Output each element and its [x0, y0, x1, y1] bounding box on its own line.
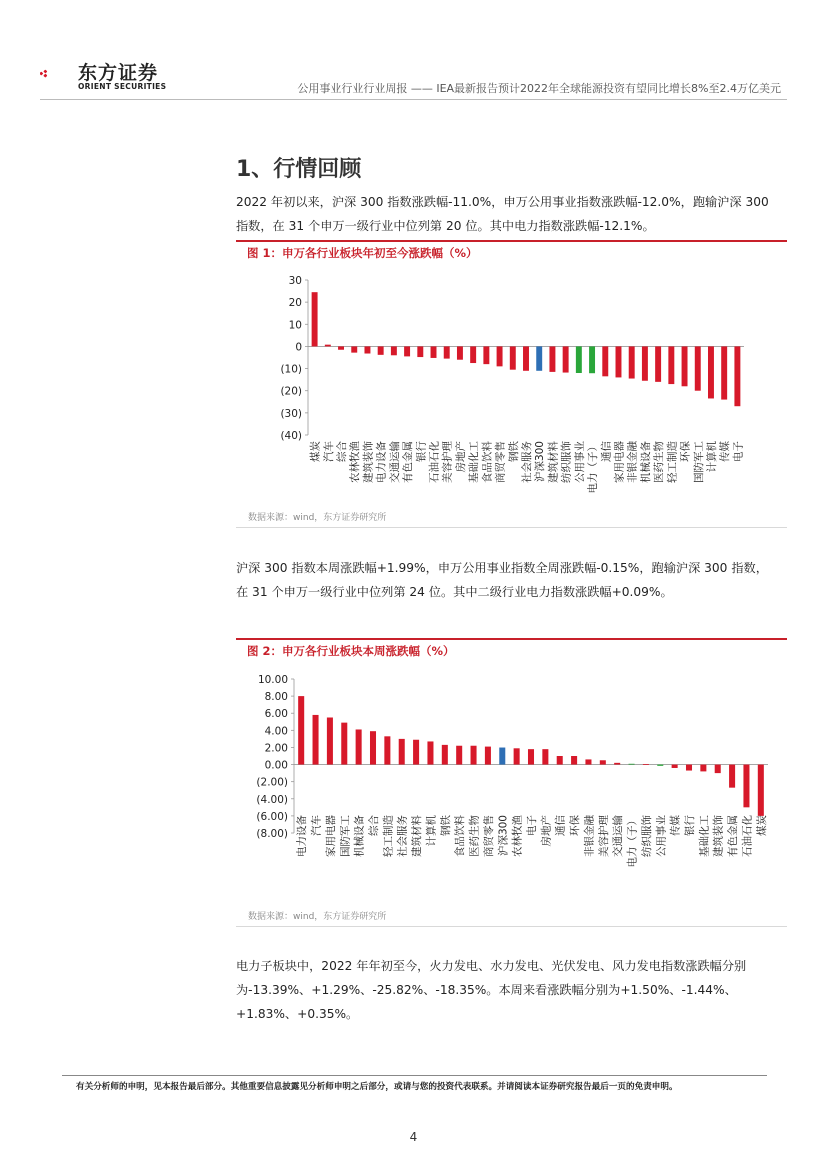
- figure2-bar-chart: [236, 666, 787, 906]
- section-title: 1、行情回顾: [236, 157, 362, 182]
- bar-环保: [571, 756, 577, 765]
- footer-disclaimer: 有关分析师的申明，见本报告最后部分。其他重要信息披露见分析师申明之后部分，或请与您的投资代表联系。并请阅读本证券研究报告最后一页的免责申明。: [76, 1082, 678, 1092]
- category-label: 电力（子）: [587, 441, 600, 494]
- category-label: 家用电器: [613, 441, 626, 483]
- category-label: 国防军工: [692, 441, 705, 483]
- bar-非银金融: [585, 759, 591, 764]
- bar-综合: [338, 346, 344, 349]
- y-tick-label: (2.00): [256, 776, 288, 789]
- category-label: 银行: [415, 441, 428, 462]
- category-label: 汽车: [310, 815, 323, 836]
- category-label: 银行: [684, 815, 696, 836]
- category-label: 建筑装饰: [362, 441, 375, 483]
- category-label: 交通运输: [388, 441, 401, 483]
- category-label: 公用事业: [655, 815, 668, 857]
- category-label: 交通运输: [612, 815, 625, 857]
- y-tick-label: 10: [288, 319, 302, 332]
- bar-轻工制造: [668, 346, 674, 384]
- y-tick-label: 2.00: [264, 742, 288, 755]
- bar-通信: [557, 756, 563, 765]
- category-label: 房地产: [454, 441, 467, 473]
- category-label: 食品饮料: [454, 815, 467, 857]
- bar-食品饮料: [456, 746, 462, 765]
- bar-计算机: [708, 346, 714, 398]
- bar-交通运输: [391, 346, 397, 355]
- category-label: 医药生物: [653, 441, 666, 483]
- category-label: 农林牧渔: [349, 441, 362, 483]
- y-tick-label: 0: [295, 341, 302, 354]
- bar-农林牧渔: [351, 346, 357, 352]
- y-tick-label: 6.00: [264, 708, 288, 721]
- bar-建筑材料: [413, 740, 419, 765]
- bar-环保: [682, 346, 688, 386]
- bar-交通运输: [614, 763, 620, 765]
- bar-电子: [734, 346, 740, 406]
- category-label: 美容护理: [597, 815, 610, 857]
- header-divider: [40, 99, 787, 100]
- category-label: 机械设备: [639, 441, 652, 483]
- bar-社会服务: [399, 739, 405, 765]
- category-label: 基础化工: [698, 815, 711, 857]
- logo-text-cn: 东方证券: [78, 62, 159, 84]
- bar-公用事业: [657, 765, 663, 766]
- category-label: 汽车: [322, 441, 335, 462]
- category-label: 食品饮料: [481, 441, 494, 483]
- bar-电力（子）: [589, 346, 595, 373]
- category-label: 基础化工: [468, 441, 481, 483]
- category-label: 非银金融: [583, 815, 596, 857]
- category-label: 环保: [569, 815, 582, 836]
- category-label: 纺织服饰: [640, 815, 653, 857]
- bar-建筑装饰: [364, 346, 370, 353]
- category-label: 建筑材料: [411, 815, 424, 857]
- category-label: 通信: [600, 441, 613, 462]
- category-label: 煤炭: [755, 815, 768, 836]
- bar-医药生物: [471, 746, 477, 765]
- bar-石油石化: [743, 765, 749, 808]
- bar-沪深300: [536, 346, 542, 370]
- category-label: 有色金属: [402, 441, 415, 483]
- category-label: 建筑材料: [547, 441, 560, 483]
- y-tick-label: (20): [280, 385, 302, 398]
- y-tick-label: 10.00: [257, 674, 288, 686]
- category-label: 非银金融: [626, 441, 639, 483]
- bar-家用电器: [327, 718, 333, 765]
- bar-建筑材料: [549, 346, 555, 371]
- category-label: 社会服务: [396, 815, 409, 857]
- category-label: 家用电器: [324, 815, 337, 857]
- category-label: 商贸零售: [482, 815, 495, 857]
- figure1-title: 图 1：申万各行业板块年初至今涨跌幅（%）: [247, 246, 478, 260]
- bar-商贸零售: [485, 747, 491, 765]
- figure2-top-rule: [236, 638, 787, 640]
- bar-煤炭: [758, 765, 764, 816]
- bar-汽车: [325, 345, 331, 347]
- bar-商贸零售: [497, 346, 503, 366]
- category-label: 传媒: [719, 441, 732, 462]
- category-label: 综合: [336, 441, 349, 462]
- category-label: 电子: [526, 815, 538, 836]
- bar-国防军工: [695, 346, 701, 390]
- bar-农林牧渔: [514, 748, 520, 764]
- y-tick-label: (6.00): [256, 810, 288, 823]
- figure1-source: 数据来源：wind，东方证券研究所: [248, 513, 387, 523]
- bar-国防军工: [341, 723, 347, 765]
- category-label: 房地产: [540, 815, 553, 847]
- bar-综合: [370, 731, 376, 764]
- category-label: 计算机: [705, 441, 718, 473]
- orient-securities-logo: [40, 56, 76, 92]
- bar-非银金融: [629, 346, 635, 378]
- category-label: 社会服务: [521, 441, 533, 483]
- report-header-title: 公用事业行业行业周报 —— IEA最新报告预计2022年全球能源投资有望同比增长8%至2.4万亿美元: [297, 82, 781, 95]
- category-label: 沪深300: [534, 441, 547, 483]
- bar-传媒: [721, 346, 727, 399]
- category-label: 农林牧渔: [511, 815, 524, 857]
- category-label: 轻工制造: [382, 815, 395, 857]
- figure2-bottom-rule: [236, 926, 787, 927]
- bar-石油石化: [431, 346, 437, 358]
- category-label: 电力（子）: [626, 815, 639, 868]
- paragraph-weekly-summary: 沪深 300 指数本周涨跌幅+1.99%，申万公用事业指数全周涨跌幅-0.15%，跑输沪深 300 指数，在 31 个申万一级行业中位列第 24 位。其中二级行业电力指数涨跌幅+0.09%。: [236, 561, 768, 599]
- bar-美容护理: [444, 346, 450, 358]
- bar-电力（子）: [629, 764, 635, 765]
- category-label: 综合: [368, 815, 380, 836]
- bar-机械设备: [356, 729, 362, 764]
- figure2-title: 图 2：申万各行业板块本周涨跌幅（%）: [247, 644, 455, 658]
- category-label: 通信: [554, 815, 567, 836]
- bar-建筑装饰: [715, 765, 721, 774]
- bar-传媒: [672, 765, 678, 768]
- category-label: 建筑装饰: [712, 815, 725, 857]
- category-label: 电子: [732, 440, 745, 462]
- category-label: 国防军工: [339, 815, 352, 857]
- category-label: 沪深300: [497, 815, 510, 857]
- paragraph-power-subsectors: 电力子板块中，2022 年年初至今，火力发电、水力发电、光伏发电、风力发电指数涨跌幅分别为-13.39%、+1.29%、-25.82%、-18.35%。本周来看涨跌幅分别为+1.50%、-1.44%、+1.83%、+0.35%。: [236, 959, 747, 1021]
- bar-汽车: [313, 715, 319, 765]
- bar-电力设备: [378, 346, 384, 354]
- bar-有色金属: [729, 765, 735, 788]
- category-label: 电力设备: [296, 815, 309, 857]
- bar-沪深300: [499, 748, 505, 765]
- bar-基础化工: [470, 346, 476, 363]
- category-label: 有色金属: [727, 815, 740, 857]
- bar-房地产: [542, 749, 548, 764]
- figure2-source: 数据来源：wind，东方证券研究所: [248, 912, 387, 922]
- y-tick-label: 0.00: [264, 759, 288, 772]
- bar-食品饮料: [483, 346, 489, 364]
- bar-纺织服饰: [643, 764, 649, 765]
- y-tick-label: 20: [288, 297, 302, 310]
- bar-基础化工: [700, 765, 706, 772]
- y-tick-label: 8.00: [264, 691, 288, 704]
- y-tick-label: 30: [288, 275, 302, 287]
- category-label: 轻工制造: [666, 441, 679, 483]
- y-tick-label: (40): [280, 430, 302, 442]
- category-label: 美容护理: [441, 441, 454, 483]
- y-tick-label: (10): [280, 363, 302, 376]
- y-tick-label: (8.00): [256, 828, 288, 840]
- bar-银行: [686, 765, 692, 771]
- bar-美容护理: [600, 760, 606, 764]
- category-label: 环保: [679, 441, 692, 462]
- figure1-bar-chart: [236, 268, 787, 508]
- y-tick-label: 4.00: [264, 725, 288, 738]
- bar-房地产: [457, 346, 463, 359]
- bar-钢铁: [442, 745, 448, 765]
- paragraph-ytd-summary: 2022 年初以来，沪深 300 指数涨跌幅-11.0%，申万公用事业指数涨跌幅-12.0%，跑输沪深 300 指数，在 31 个申万一级行业中位列第 20 位。其中电力指数涨跌幅-12.1%。: [236, 195, 769, 233]
- category-label: 计算机: [425, 815, 438, 847]
- logo-text-en: ORIENT SECURITIES: [78, 82, 167, 91]
- figure1-top-rule: [236, 240, 787, 242]
- figure1-bottom-rule: [236, 527, 787, 528]
- category-label: 石油石化: [741, 815, 754, 857]
- bar-计算机: [427, 741, 433, 764]
- category-label: 传媒: [669, 815, 682, 836]
- category-label: 钢铁: [507, 441, 520, 462]
- category-label: 医药生物: [468, 815, 481, 857]
- y-tick-label: (4.00): [256, 793, 288, 806]
- category-label: 电力设备: [375, 441, 388, 483]
- bar-轻工制造: [384, 736, 390, 764]
- bar-机械设备: [642, 346, 648, 380]
- category-label: 机械设备: [353, 815, 366, 857]
- bar-纺织服饰: [563, 346, 569, 372]
- bar-家用电器: [616, 346, 622, 377]
- bar-医药生物: [655, 346, 661, 381]
- bar-通信: [602, 346, 608, 376]
- category-label: 煤炭: [309, 441, 322, 462]
- bar-社会服务: [523, 346, 529, 370]
- y-tick-label: (30): [280, 407, 302, 420]
- bar-钢铁: [510, 346, 516, 369]
- category-label: 钢铁: [439, 815, 452, 836]
- bar-银行: [417, 346, 423, 357]
- bar-电力设备: [298, 696, 304, 764]
- category-label: 商贸零售: [494, 441, 507, 483]
- category-label: 公用事业: [573, 441, 586, 483]
- bar-公用事业: [576, 346, 582, 373]
- footer-divider: [62, 1075, 767, 1076]
- bar-煤炭: [312, 292, 318, 346]
- category-label: 石油石化: [428, 441, 441, 483]
- page-number: 4: [409, 1130, 418, 1144]
- category-label: 纺织服饰: [560, 441, 573, 483]
- bar-有色金属: [404, 346, 410, 356]
- bar-电子: [528, 749, 534, 764]
